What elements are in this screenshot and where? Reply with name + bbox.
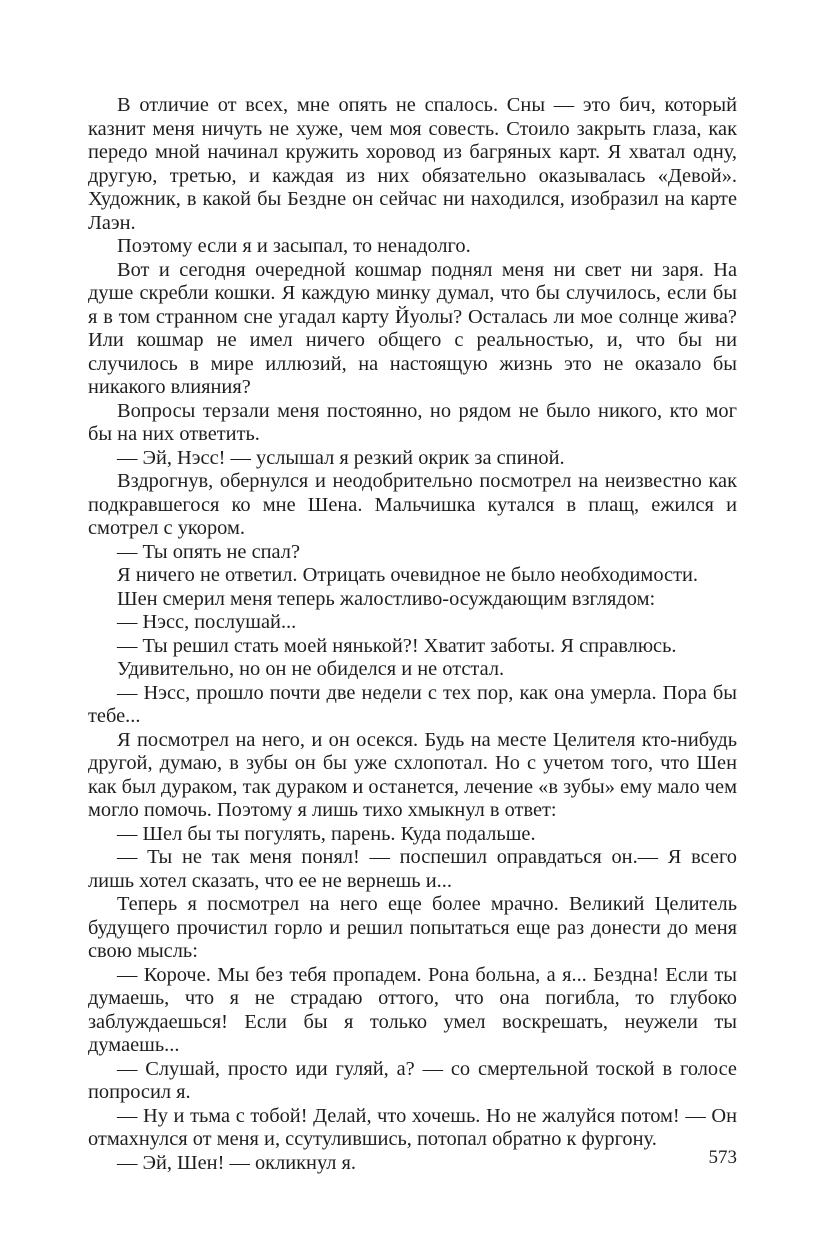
paragraph: — Нэсс, послушай... — [117, 611, 297, 633]
paragraph: — Шел бы ты погулять, парень. Куда подальше. — [117, 822, 536, 845]
paragraph: — Ты опять не спал? — [117, 540, 300, 563]
paragraph: — Короче. Мы без тебя пропадем. Рона больна, а я... Бездна! Если ты думаешь, что я не страдаю оттого, что она погибла, то глубоко заблуждаешься! Если бы я только умел воскрешать, неужели ты думаешь... — [88, 963, 737, 1056]
paragraph: — Эй, Нэсс! — услышал я резкий окрик за спиной. — [117, 446, 565, 469]
paragraph: В отличие от всех, мне опять не спалось. Сны — это бич, который казнит меня ничуть не хуже, чем моя совесть. Стоило закрыть глаза, как передо мной начинал кружить хоровод из багряных карт. Я хватал одну, другую, третью, и каждая из них обязательно оказывалась «Девой». Художник, в какой бы Бездне он сейчас ни находился, изобразил на карте Лаэн. — [88, 94, 737, 234]
paragraph: Вздрогнув, обернулся и неодобрительно посмотрел на неизвестно как подкравшегося ко мне Шена. Мальчишка кутался в плащ, ежился и смотрел с укором. — [88, 470, 737, 539]
paragraph: Вот и сегодня очередной кошмар поднял меня ни свет ни заря. На душе скребли кошки. Я каждую минку думал, что бы случилось, если бы я в том странном сне угадал карту Йуолы? Осталась ли мое солнце жива? Или кошмар не имел ничего общего с реальностью, и, что бы ни случилось в мире иллюзий, на настоящую жизнь это не оказало бы никакого влияния? — [88, 258, 737, 398]
paragraph: Вопросы терзали меня постоянно, но рядом не было никого, кто мог бы на них ответить. — [88, 399, 737, 445]
paragraph: Поэтому если я и засыпал, то ненадолго. — [117, 235, 471, 257]
paragraph: — Эй, Шен! — окликнул я. — [117, 1151, 357, 1174]
paragraph: Удивительно, но он не обиделся и не отстал. — [117, 658, 505, 680]
paragraph: — Слушай, просто иди гуляй, а? — со смертельной тоской в голосе попросил я. — [88, 1057, 737, 1103]
paragraph: — Ты решил стать моей нянькой?! Хватит заботы. Я справлюсь. — [117, 634, 677, 657]
paragraph: Шен смерил меня теперь жалостливо-осуждающим взглядом: — [117, 587, 656, 610]
paragraph: Теперь я посмотрел на него еще более мрачно. Великий Целитель будущего прочистил горло и решил попытаться еще раз донести до меня свою мысль: — [88, 893, 737, 962]
paragraph: Я посмотрел на него, и он осекся. Будь на месте Целителя кто-нибудь другой, думаю, в зубы он бы уже схлопотал. Но с учетом того, что Шен как был дураком, так дураком и останется, лечение «в зубы» ему мало чем могло помочь. Поэтому я лишь тихо хмыкнул в ответ: — [88, 728, 737, 821]
paragraph: — Ну и тьма с тобой! Делай, что хочешь. Но не жалуйся потом! — Он отмахнулся от меня и, ссутулившись, потопал обратно к фургону. — [88, 1104, 737, 1150]
page-text — [88, 94, 737, 1175]
paragraph: Я ничего не ответил. Отрицать очевидное не было необходимости. — [117, 564, 699, 586]
paragraph: — Ты не так меня понял! — поспешил оправдаться он.— Я всего лишь хотел сказать, что ее не вернешь и... — [88, 846, 737, 892]
paragraph: — Нэсс, прошло почти две недели с тех пор, как она умерла. Пора бы тебе... — [88, 681, 737, 727]
page-number: 573 — [708, 1147, 737, 1168]
